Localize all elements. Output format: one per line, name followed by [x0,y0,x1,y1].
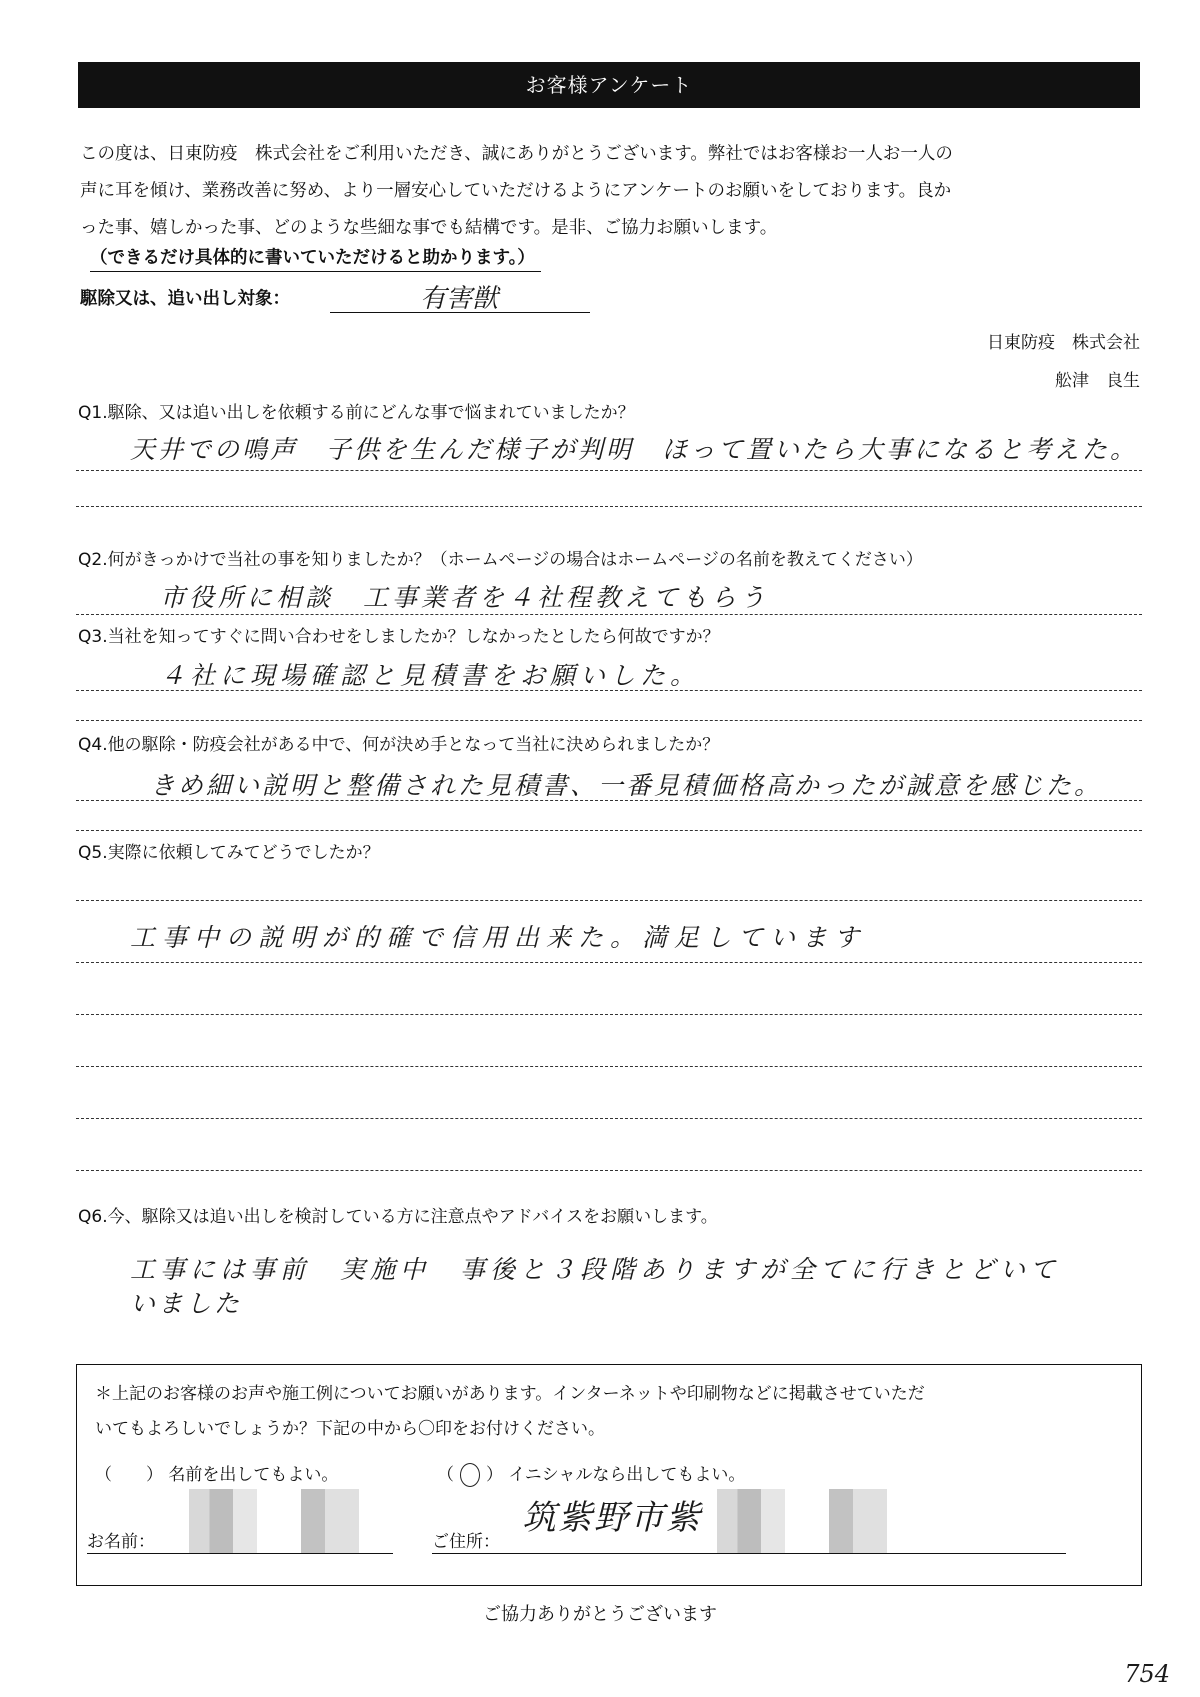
company-name: 日東防疫 株式会社 [987,333,1140,353]
option-initial-row[interactable] [437,1460,745,1487]
consent-line: ＊上記のお客様のお声や施工例についてお願いがあります。インターネットや印刷物などに掲載させていただ [95,1384,925,1404]
option-name-row[interactable] [95,1460,338,1485]
answer-line [76,1014,1142,1015]
page-number: 754 [1124,1660,1170,1688]
option-initial-checkbox[interactable]: （ ） [437,1465,503,1485]
address-value[interactable]: 筑紫野市紫 [522,1498,702,1538]
address-label: ご住所： [432,1532,500,1552]
answer-line [76,614,1142,615]
question-3: Q3.当社を知ってすぐに問い合わせをしましたか？しなかったとしたら何故ですか？ [78,627,720,647]
option-name-label: 名前を出してもよい。 [168,1465,339,1485]
name-label: お名前： [87,1532,155,1552]
answer-1[interactable]: 天井での鳴声 子供を生んだ様子が判明 ほって置いたら大事になると考えた。 [130,435,1139,464]
answer-2[interactable]: 市役所に相談 工事業者を４社程教えてもらう [160,583,770,612]
answer-6-line-1[interactable]: 工事には事前 実施中 事後と３段階ありますが全てに行きとどいて [130,1255,1061,1284]
answer-line [76,800,1142,801]
answer-line [76,1066,1142,1067]
intro-line: った事、嬉しかった事、どのような些細な事でも結構です。是非、ご協力お願いします。 [80,218,778,238]
intro-text [80,136,1140,247]
intro-line: 声に耳を傾け、業務改善に努め、より一層安心していただけるようにアンケートのお願いをしております。良か [80,181,952,201]
option-name-checkbox[interactable]: （ ） [95,1465,163,1485]
page-title: お客様アンケート [78,62,1140,108]
question-1: Q1.駆除、又は追い出しを依頼する前にどんな事で悩まれていましたか？ [78,403,635,423]
company-person: 舩津 良生 [1055,371,1140,391]
instruction-note: （できるだけ具体的に書いていただけると助かります。） [90,245,541,272]
question-5: Q5.実際に依頼してみてどうでしたか？ [78,843,380,863]
answer-4[interactable]: きめ細い説明と整備された見積書、一番見積価格高かったが誠意を感じた。 [150,771,1103,800]
answer-line [76,900,1142,901]
company-block [987,324,1140,400]
answer-line [76,830,1142,831]
question-6: Q6.今、駆除又は追い出しを検討している方に注意点やアドバイスをお願いします。 [78,1207,718,1227]
answer-3[interactable]: ４社に現場確認と見積書をお願いした。 [160,661,701,690]
address-underline [432,1553,1066,1554]
answer-line [76,470,1142,471]
consent-line: いてもよろしいでしょうか？下記の中から〇印をお付けください。 [95,1419,605,1439]
target-label: 駆除又は、追い出し対象： [80,289,290,309]
answer-line [76,690,1142,691]
redacted-name [189,1489,359,1553]
option-initial-label: イニシャルなら出してもよい。 [508,1465,746,1485]
answer-5[interactable]: 工事中の説明が的確で信用出来た。満足しています [130,923,867,952]
target-answer[interactable]: 有害獣 [420,284,499,314]
answer-line [76,1118,1142,1119]
name-underline [87,1553,393,1554]
answer-line [76,962,1142,963]
question-2: Q2.何がきっかけで当社の事を知りましたか？（ホームページの場合はホームページの名前を教えてください） [78,550,923,570]
consent-text [95,1377,1115,1447]
answer-line [76,720,1142,721]
question-4: Q4.他の駆除・防疫会社がある中で、何が決め手となって当社に決められましたか？ [78,735,720,755]
answer-line [76,1170,1142,1171]
consent-box [76,1364,1142,1586]
circle-mark-icon [460,1463,480,1487]
redacted-address [717,1489,887,1553]
thanks-text: ご協力ありがとうございます [483,1604,717,1625]
answer-line [76,506,1142,507]
intro-line: この度は、日東防疫 株式会社をご利用いただき、誠にありがとうございます。弊社ではお客様お一人お一人の [80,144,953,164]
answer-6-line-2[interactable]: いました [130,1289,243,1318]
